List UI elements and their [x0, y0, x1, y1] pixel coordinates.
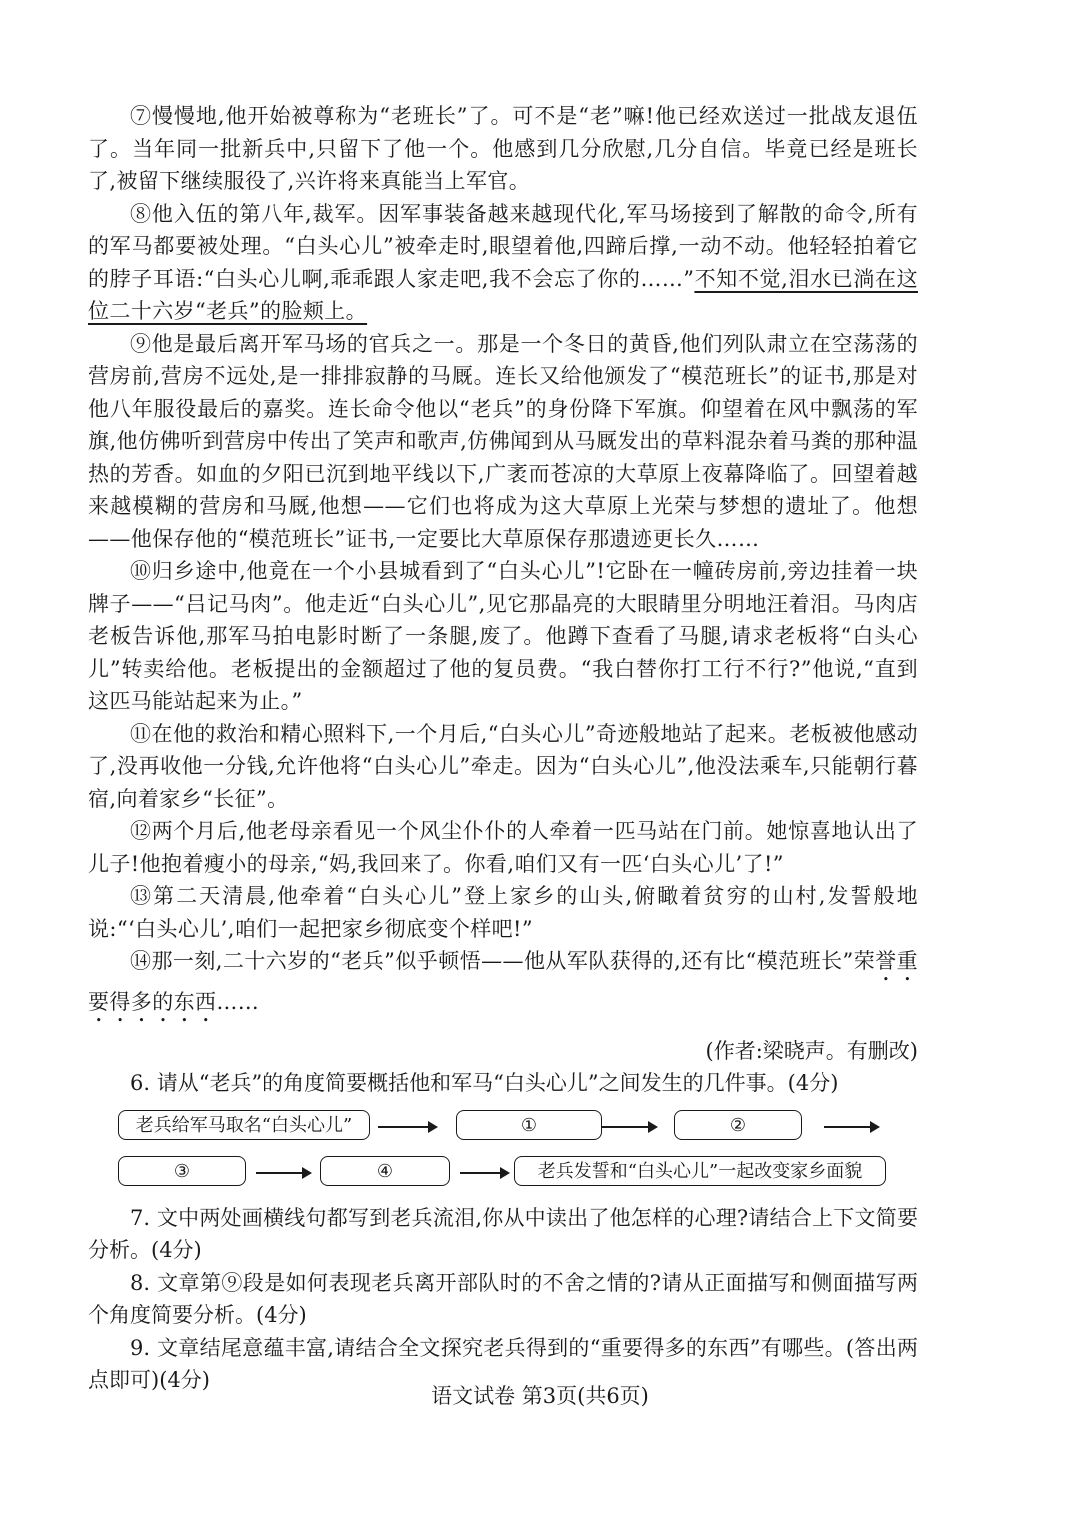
- flow-end-box: 老兵发誓和“白头心儿”一起改变家乡面貌: [514, 1156, 886, 1186]
- page-footer: 语文试卷 第3页(共6页): [431, 1384, 649, 1408]
- question-8: 8. 文章第⑨段是如何表现老兵离开部队时的不舍之情的?请从正面描写和侧面描写两个角度简要分析。(4分): [88, 1270, 918, 1327]
- flow-arrow: [460, 1172, 508, 1174]
- paragraph-12: ⑫两个月后,他老母亲看见一个风尘仆仆的人牵着一匹马站在门前。她惊喜地认出了儿子!他抱着瘦小的母亲,“妈,我回来了。你看,咱们又有一匹‘白头心儿’了!”: [88, 819, 918, 876]
- flow-arrow: [602, 1126, 656, 1128]
- question-7: 7. 文中两处画横线句都写到老兵流泪,你从中读出了他怎样的心理?请结合上下文简要分析。(4分): [88, 1205, 918, 1262]
- paragraph-14-text: ⑭那一刻,二十六岁的“老兵”似乎顿悟——他从军队获得的,还有比“模范班长”荣: [130, 949, 876, 973]
- flow-blank-1[interactable]: ①: [456, 1110, 602, 1140]
- flow-blank-4[interactable]: ④: [320, 1156, 450, 1186]
- flow-blank-3[interactable]: ③: [118, 1156, 246, 1186]
- flow-arrow: [256, 1172, 310, 1174]
- paragraph-13: ⑬第二天清晨,他牵着“白头心儿”登上家乡的山头,俯瞰着贫穷的山村,发誓般地说:“‘白头心儿’,咱们一起把家乡彻底变个样吧!”: [88, 884, 918, 941]
- paragraph-14: [88, 945, 918, 1027]
- paragraph-11: ⑪在他的救治和精心照料下,一个月后,“白头心儿”奇迹般地站了起来。老板被他感动了,没再收他一分钱,允许他将“白头心儿”牵走。因为“白头心儿”,他没法乘车,只能朝行暮宿,向着家乡“长征”。: [88, 721, 918, 811]
- flow-blank-2[interactable]: ②: [674, 1110, 802, 1140]
- paragraph-14-ellipsis: ……: [216, 990, 260, 1014]
- paragraph-8: [88, 198, 918, 328]
- flow-start-box: 老兵给军马取名“白头心儿”: [118, 1110, 370, 1140]
- flow-arrow: [378, 1126, 436, 1128]
- paragraph-7: ⑦慢慢地,他开始被尊称为“老班长”了。可不是“老”嘛!他已经欢送过一批战友退伍了。当年同一批新兵中,只留下了他一个。他感到几分欣慰,几分自信。毕竟已经是班长了,被留下继续服役了,兴许将来真能当上军官。: [88, 104, 918, 193]
- exam-page: [88, 100, 918, 1397]
- paragraph-9: ⑨他是最后离开军马场的官兵之一。那是一个冬日的黄昏,他们列队肃立在空荡荡的营房前,营房不远处,是一排排寂静的马厩。连长又给他颁发了“模范班长”的证书,那是对他八年服役最后的嘉奖。连长命令他以“老兵”的身份降下军旗。仰望着在风中飘荡的军旗,他仿佛听到营房中传出了笑声和歌声,仿佛闻到从马厩发出的草料混杂着马粪的那种温热的芳香。如血的夕阳已沉到地平线以下,广袤而苍凉的大草原上夜幕降临了。回望着越来越模糊的营房和马厩,他想——它们也将成为这大草原上光荣与梦想的遗址了。他想——他保存他的“模范班长”证书,一定要比大草原保存那遗迹更长久……: [88, 331, 918, 551]
- attribution: (作者:梁晓声。有删改): [705, 1039, 918, 1063]
- question-6: 6. 请从“老兵”的角度简要概括他和军马“白头心儿”之间发生的几件事。(4分): [130, 1071, 839, 1095]
- paragraph-10: ⑩归乡途中,他竟在一个小县城看到了“白头心儿”!它卧在一幢砖房前,旁边挂着一块牌子——“吕记马肉”。他走近“白头心儿”,见它那晶亮的大眼睛里分明地汪着泪。马肉店老板告诉他,那军马拍电影时断了一条腿,废了。他蹲下查看了马腿,请求老板将“白头心儿”转卖给他。老板提出的金额超过了他的复员费。“我白替你打工行不行?”他说,“直到这匹马能站起来为止。”: [88, 559, 918, 713]
- flowchart: [88, 1106, 918, 1194]
- dotted-phrase: 誉重要得多的东西: [88, 949, 918, 1014]
- question-9: 9. 文章结尾意蕴丰富,请结合全文探究老兵得到的“重要得多的东西”有哪些。(答出两点即可)(4分): [88, 1335, 918, 1392]
- underlined-sentence: 不知不觉,泪水已淌在这位二十六岁“老兵”的脸颊上。: [88, 266, 919, 323]
- flow-arrow: [824, 1126, 878, 1128]
- paragraph-8-text: ⑧他入伍的第八年,裁军。因军事装备越来越现代化,军马场接到了解散的命令,所有的军马都要被处理。“白头心儿”被牵走时,眼望着他,四蹄后撑,一动不动。他轻轻拍着它的脖子耳语:“白头心儿啊,乖乖跟人家走吧,我不会忘了你的……”: [88, 201, 918, 291]
